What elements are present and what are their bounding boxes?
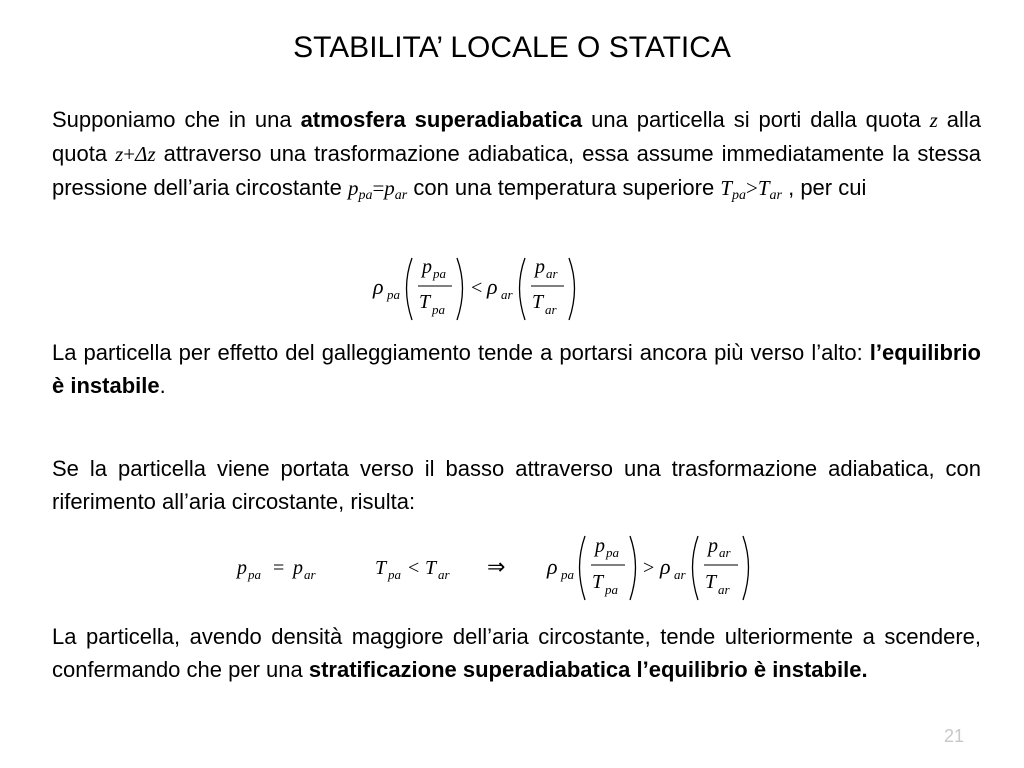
less-than: <	[471, 277, 483, 299]
slide-title: STABILITA’ LOCALE O STATICA	[293, 31, 731, 64]
text: attraverso una trasformazione adiabatica, essa assume immediatamente la stessa pressione dell’aria circostante	[52, 141, 981, 200]
p-symbol: p	[293, 557, 303, 579]
rho-symbol: ρ	[487, 274, 498, 299]
subscript: pa	[388, 567, 401, 582]
rho-symbol: ρ	[547, 554, 558, 579]
subscript: ar	[719, 545, 731, 560]
math-z: z	[929, 108, 938, 132]
T-symbol: T	[375, 557, 387, 579]
p-symbol: p	[535, 256, 545, 278]
paragraph-1	[52, 103, 981, 205]
subscript: pa	[732, 188, 746, 203]
subscript: ar	[304, 567, 316, 582]
right-paren	[457, 258, 463, 320]
paragraph-2	[52, 336, 981, 402]
subscript: pa	[248, 567, 261, 582]
p-symbol: p	[708, 535, 718, 557]
subscript: ar	[438, 567, 450, 582]
math-gt: >	[746, 176, 758, 200]
math-equals: =	[372, 176, 385, 200]
symbol: T	[720, 176, 732, 200]
implies-arrow: ⇒	[487, 554, 506, 579]
subscript: ar	[546, 266, 558, 281]
symbol: p	[384, 176, 395, 200]
subscript: ar	[718, 582, 730, 597]
math-z: z	[115, 142, 124, 166]
subscript: ar	[769, 188, 782, 203]
equals: =	[273, 557, 285, 579]
text: alla quota	[52, 107, 982, 166]
subscript: pa	[561, 567, 574, 582]
left-paren	[693, 536, 699, 600]
math-p-ar	[384, 176, 408, 203]
T-symbol: T	[705, 571, 717, 593]
math-plus: +	[123, 142, 136, 166]
greater-than: >	[643, 557, 655, 579]
paragraph-4	[52, 620, 981, 686]
less-than: <	[408, 557, 420, 579]
math-T-ar	[757, 176, 782, 203]
right-paren	[630, 536, 636, 600]
bold-text: stratificazione superadiabatica l’equilibrio è instabile.	[308, 657, 868, 682]
subscript: ar	[674, 567, 686, 582]
math-delta: Δ	[135, 142, 148, 166]
left-paren	[580, 536, 586, 600]
T-symbol: T	[592, 571, 604, 593]
subscript: pa	[606, 545, 619, 560]
text: , per cui	[781, 175, 867, 200]
left-paren	[407, 258, 413, 320]
right-paren	[743, 536, 749, 600]
subscript: pa	[433, 266, 446, 281]
math-T-pa	[720, 176, 746, 203]
subscript: ar	[545, 302, 557, 317]
T-symbol: T	[532, 291, 544, 313]
subscript: pa	[432, 302, 445, 317]
p-symbol: p	[422, 256, 432, 278]
text: La particella, avendo densità maggiore dell’aria circostante, tende ulteriormente a scendere, confermando che per una	[52, 624, 981, 682]
text: La particella per effetto del galleggiamento tende a portarsi ancora più verso l’alto:	[52, 340, 870, 365]
symbol: p	[347, 176, 359, 200]
subscript: pa	[358, 188, 373, 203]
subscript: ar	[394, 188, 408, 203]
bold-text: atmosfera superadiabatica	[300, 107, 583, 132]
page-number: 21	[943, 726, 964, 746]
equation-2	[235, 530, 755, 606]
T-symbol: T	[419, 291, 431, 313]
symbol: T	[757, 176, 770, 200]
subscript: pa	[605, 582, 618, 597]
equation-1	[370, 248, 580, 328]
bold-text: l’equilibrio è instabile	[52, 340, 981, 398]
rho-symbol: ρ	[660, 554, 671, 579]
left-paren	[520, 258, 526, 320]
text: una particella si porti dalla quota	[582, 107, 930, 132]
math-z: z	[147, 142, 156, 166]
rho-symbol: ρ	[373, 274, 384, 299]
T-symbol: T	[425, 557, 437, 579]
math-p-pa	[347, 176, 373, 203]
text: con una temperatura superiore	[407, 175, 721, 200]
paragraph-3	[52, 452, 981, 518]
p-symbol: p	[237, 557, 247, 579]
text: Se la particella viene portata verso il basso attraverso una trasformazione adiabatica, con riferimento all’aria circostante, risulta:	[52, 456, 981, 514]
right-paren	[569, 258, 575, 320]
subscript: ar	[501, 287, 513, 302]
text: Supponiamo che in una	[52, 107, 301, 132]
text: .	[159, 373, 166, 398]
subscript: pa	[387, 287, 400, 302]
p-symbol: p	[595, 535, 605, 557]
